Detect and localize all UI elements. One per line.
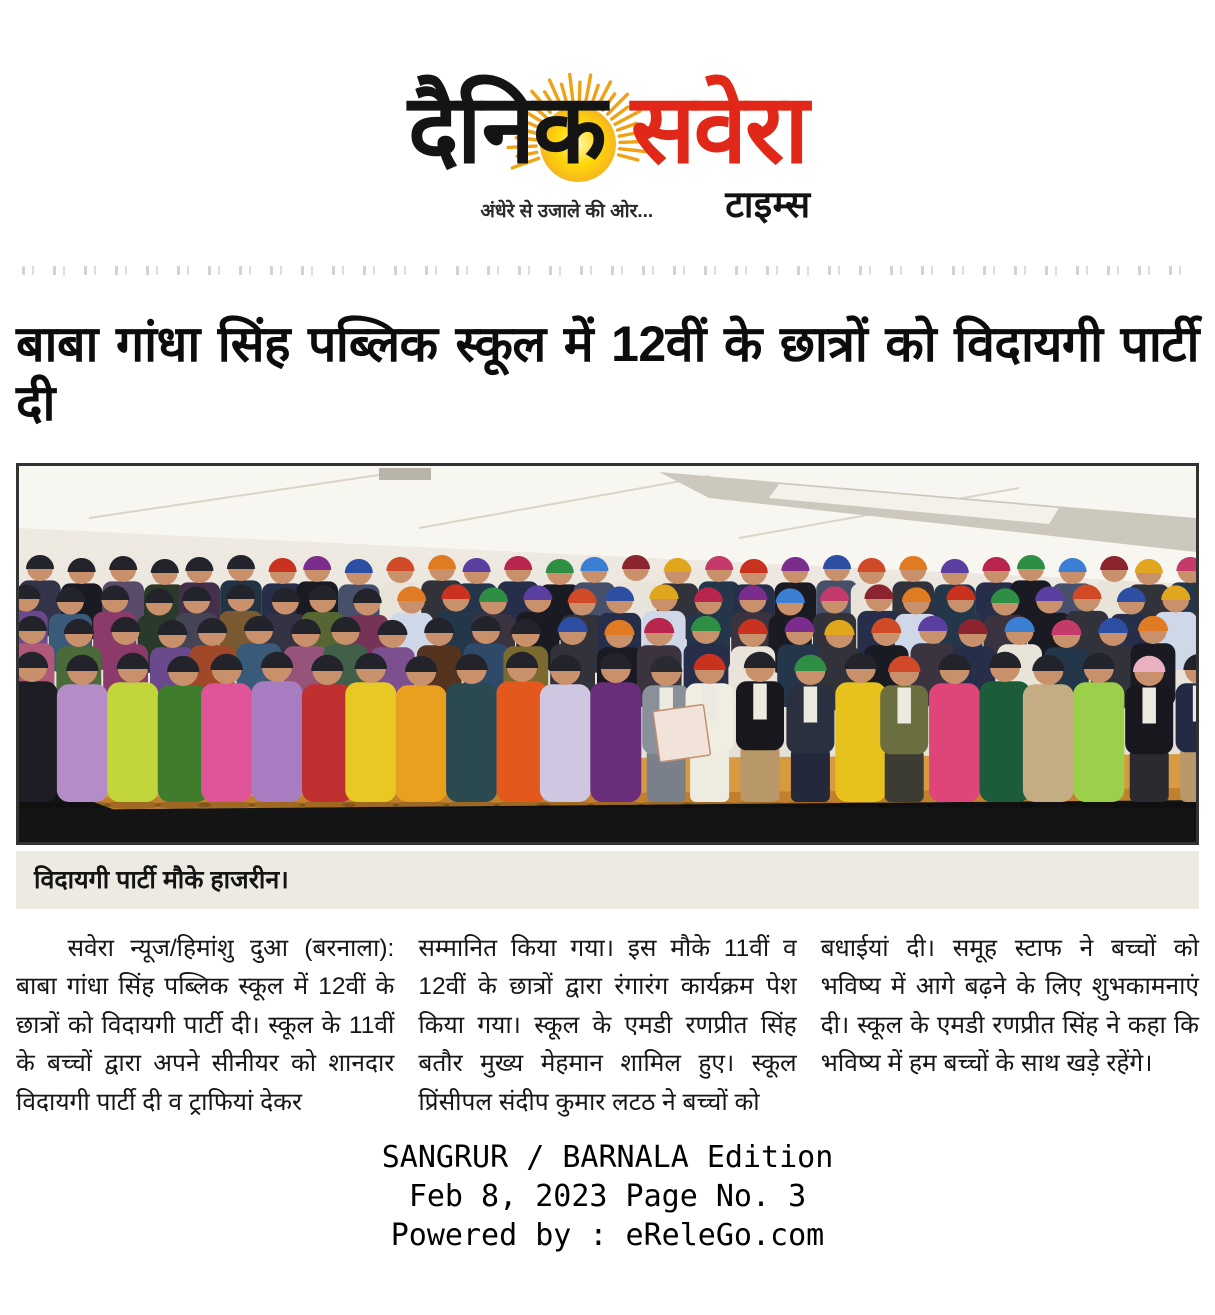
masthead-tagline: अंधेरे से उजाले की ओर... <box>480 200 654 222</box>
article-photo <box>16 463 1199 845</box>
masthead-times: टाइम्स <box>725 183 811 225</box>
article-column-1 <box>16 930 394 1122</box>
photo-caption: विदायगी पार्टी मौके हाजरीन। <box>16 851 1199 909</box>
article-column-1-text: सवेरा न्यूज/हिमांशु दुआ (बरनाला): बाबा गांधा सिंह पब्लिक स्कूल में 12वीं के छात्रों को विदायगी पार्टी दी। स्कूल के 11वीं के बच्चों द्वारा अपने सीनीयर को शानदार विदायगी पार्टी दी व ट्राफियां देकर <box>16 935 395 1116</box>
cropped-text-remnant <box>22 266 1193 275</box>
footer-date-page: Feb 8, 2023 Page No. 3 <box>408 1179 807 1215</box>
masthead-title <box>258 58 958 181</box>
group-photo-illustration <box>19 466 1196 842</box>
masthead-title-dainik: दैनिक <box>407 76 605 183</box>
article-headline: बाबा गांधा सिंह पब्लिक स्कूल में 12वीं के छात्रों को विदायगी पार्टी दी <box>16 316 1199 431</box>
article-column-3-text: बधाईयां दी। समूह स्टाफ ने बच्चों को भविष्य में आगे बढ़ने के लिए शुभकामनाएं दी। स्कूल के एमडी रणप्रीत सिंह ने कहा कि भविष्य में हम बच्चों के साथ खड़े रहेंगे। <box>820 935 1199 1078</box>
article-column-3 <box>821 930 1199 1122</box>
page-footer <box>0 1138 1215 1255</box>
article-body <box>16 930 1199 1122</box>
masthead <box>258 58 958 236</box>
footer-powered-by: Powered by : eReleGo.com <box>390 1218 825 1254</box>
footer-edition: SANGRUR / BARNALA Edition <box>381 1140 834 1176</box>
masthead-title-savera: सवेरा <box>630 76 808 183</box>
article-column-2-text: सम्मानित किया गया। इस मौके 11वीं व 12वीं के छात्रों द्वारा रंगारंग कार्यक्रम पेश किया गया। स्कूल के एमडी रणप्रीत सिंह बतौर मुख्य मेहमान शामिल हुए। स्कूल प्रिंसीपल संदीप कुमार लटठ ने बच्चों को <box>418 935 797 1116</box>
masthead-subrow <box>296 177 996 228</box>
article-column-2 <box>418 930 796 1122</box>
